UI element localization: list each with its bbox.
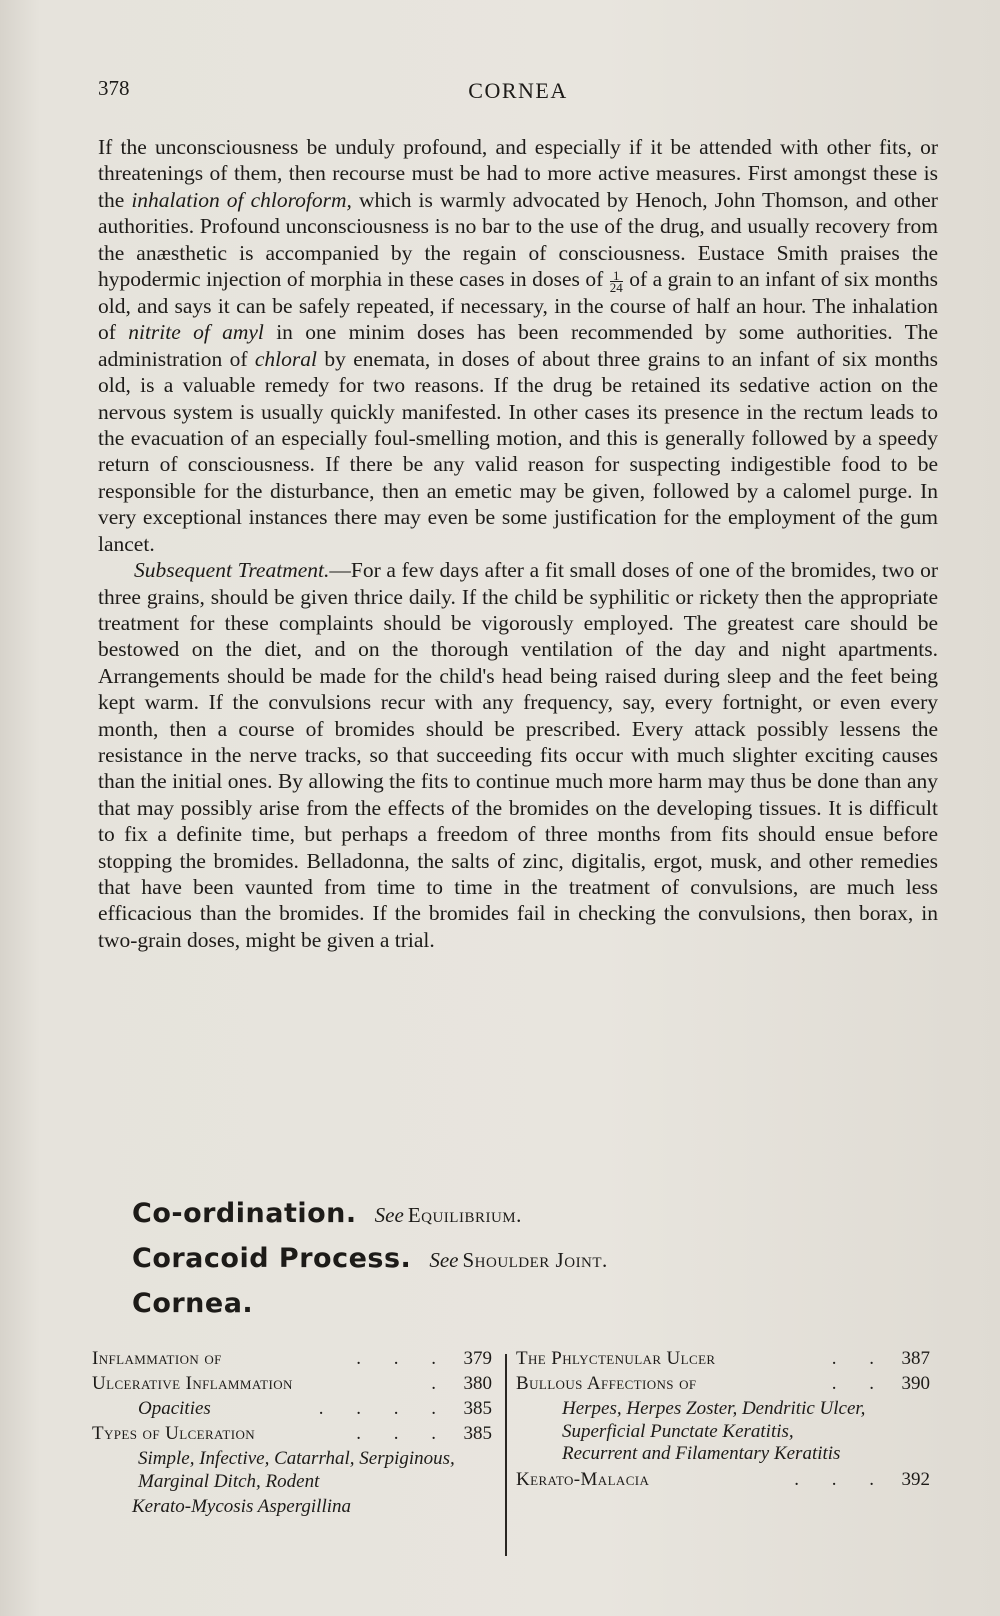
- toc-page-number: 387: [901, 1348, 930, 1369]
- toc-item[interactable]: Kerato-Malacia . . . 392: [516, 1468, 930, 1490]
- toc-page-number: 390: [901, 1373, 930, 1394]
- running-head: CORNEA: [468, 78, 568, 103]
- see-reference-label: See: [429, 1248, 459, 1272]
- page-number: 378: [98, 76, 130, 100]
- toc-item[interactable]: Opacities . . . . 385: [138, 1398, 492, 1419]
- toc-subitem: Kerato-Mycosis Aspergillina: [132, 1496, 352, 1517]
- italic-term-chloroform: inhalation of chloroform,: [131, 187, 352, 212]
- toc-page-number: 379: [463, 1348, 492, 1369]
- entry-coracoid-process: [132, 1243, 912, 1274]
- cornea-contents-table: [92, 1348, 932, 1558]
- page-header: [98, 76, 938, 112]
- toc-item[interactable]: Types of Ulceration . . . 385: [92, 1423, 492, 1444]
- toc-left-column: [92, 1348, 492, 1522]
- toc-page-number: 385: [463, 1423, 492, 1444]
- toc-subitem: Simple, Infective, Catarrhal, Serpiginous, Marginal Ditch, Rodent: [138, 1448, 455, 1492]
- toc-subitem: Herpes, Herpes Zoster, Dendritic Ulcer, Superficial Punctate Keratitis, Recurrent and Filamentary Keratitis: [562, 1398, 866, 1464]
- cross-reference-link[interactable]: Shoulder Joint.: [462, 1248, 608, 1272]
- entry-heading: Coracoid Process.: [132, 1243, 412, 1274]
- column-divider: [505, 1354, 507, 1556]
- cross-reference-link[interactable]: Equilibrium.: [407, 1203, 522, 1227]
- entry-heading: Cornea.: [132, 1288, 254, 1319]
- see-reference-label: See: [374, 1203, 404, 1227]
- toc-item[interactable]: Bullous Affections of . . 390: [516, 1373, 930, 1394]
- entry-cornea: [132, 1288, 912, 1319]
- section-heading-subsequent-treatment: Subsequent Treatment.: [134, 558, 330, 583]
- toc-page-number: 392: [901, 1468, 930, 1490]
- dictionary-entries: [132, 1198, 912, 1333]
- toc-item[interactable]: Ulcerative Inflammation . 380: [92, 1373, 492, 1394]
- paragraph-emergency-measures: If the unconsciousness be unduly profound, and especially if it be attended with other fits, or threatenings of them, then recourse must be had to more active measures. First amongst these is the inhalation of chloroform, which is warmly advocated by Henoch, John Thomson, and other authorities. Profound unconsciousness is no bar to the use of the drug, and usually recovery from the anæsthetic is accompanied by the regain of consciousness. Eustace Smith praises the hypodermic injection of morphia in these cases in doses of $\frac{1}{24}$ of a grain to an infant of six months old, and says it can be safely repeated, if necessary, in the course of half an hour. The inhalation of nitrite of amyl in one minim doses has been recommended by some authorities. The administration of chloral by enemata, in doses of about three grains to an infant of six months old, is a valuable remedy for two reasons. If the drug be retained its sedative action on the nervous system is usually quickly manifested. In other cases its presence in the rectum leads to the evacuation of an especially foul-smelling motion, and this is generally followed by a speedy return of consciousness. If there be any valid reason for suspecting indigestible food to be responsible for the disturbance, then an emetic may be given, followed by a calomel purge. In very exceptional instances there may even be some justification for the employment of the gum lancet.: [98, 135, 938, 556]
- toc-page-number: 385: [463, 1398, 492, 1419]
- italic-term-chloral: chloral: [254, 346, 317, 371]
- toc-item[interactable]: Inflammation of . . . 379: [92, 1348, 492, 1369]
- toc-right-column: [516, 1348, 930, 1494]
- entry-co-ordination: [132, 1198, 912, 1229]
- paragraph-subsequent-treatment: Subsequent Treatment.—For a few days after a fit small doses of one of the bromides, two or three grains, should be given thrice daily. If the child be syphilitic or rickety then the appropriate treatment for these complaints should be vigorously employed. The greatest care should be bestowed on the diet, and on the thorough ventilation of the day and night apartments. Arrangements should be made for the child's head being raised during sleep and the feet being kept warm. If the convulsions recur with any frequency, say, every fortnight, or even every month, then a course of bromides should be prescribed. Every attack possibly lessens the resistance in the nerve tracks, so that succeeding fits occur with much slighter exciting causes than the initial ones. By allowing the fits to continue much more harm may thus be done than any that may possibly arise from the effects of the bromides on the developing tissues. It is difficult to fix a definite time, but perhaps a freedom of three months from fits should ensue before stopping the bromides. Belladonna, the salts of zinc, digitalis, ergot, musk, and other remedies that have been vaunted from time to time in the treatment of convulsions, are much less efficacious than the bromides. If the bromides fail in checking the convulsions, then borax, in two-grain doses, might be given a trial.: [98, 558, 938, 952]
- italic-term-nitrite-of-amyl: nitrite of amyl: [128, 320, 264, 345]
- fraction: $\frac{1}{24}$: [609, 268, 623, 296]
- body-text: [98, 134, 938, 953]
- toc-page-number: 380: [463, 1373, 492, 1394]
- toc-item[interactable]: The Phlyctenular Ulcer . . 387: [516, 1348, 930, 1369]
- entry-heading: Co-ordination.: [132, 1198, 357, 1229]
